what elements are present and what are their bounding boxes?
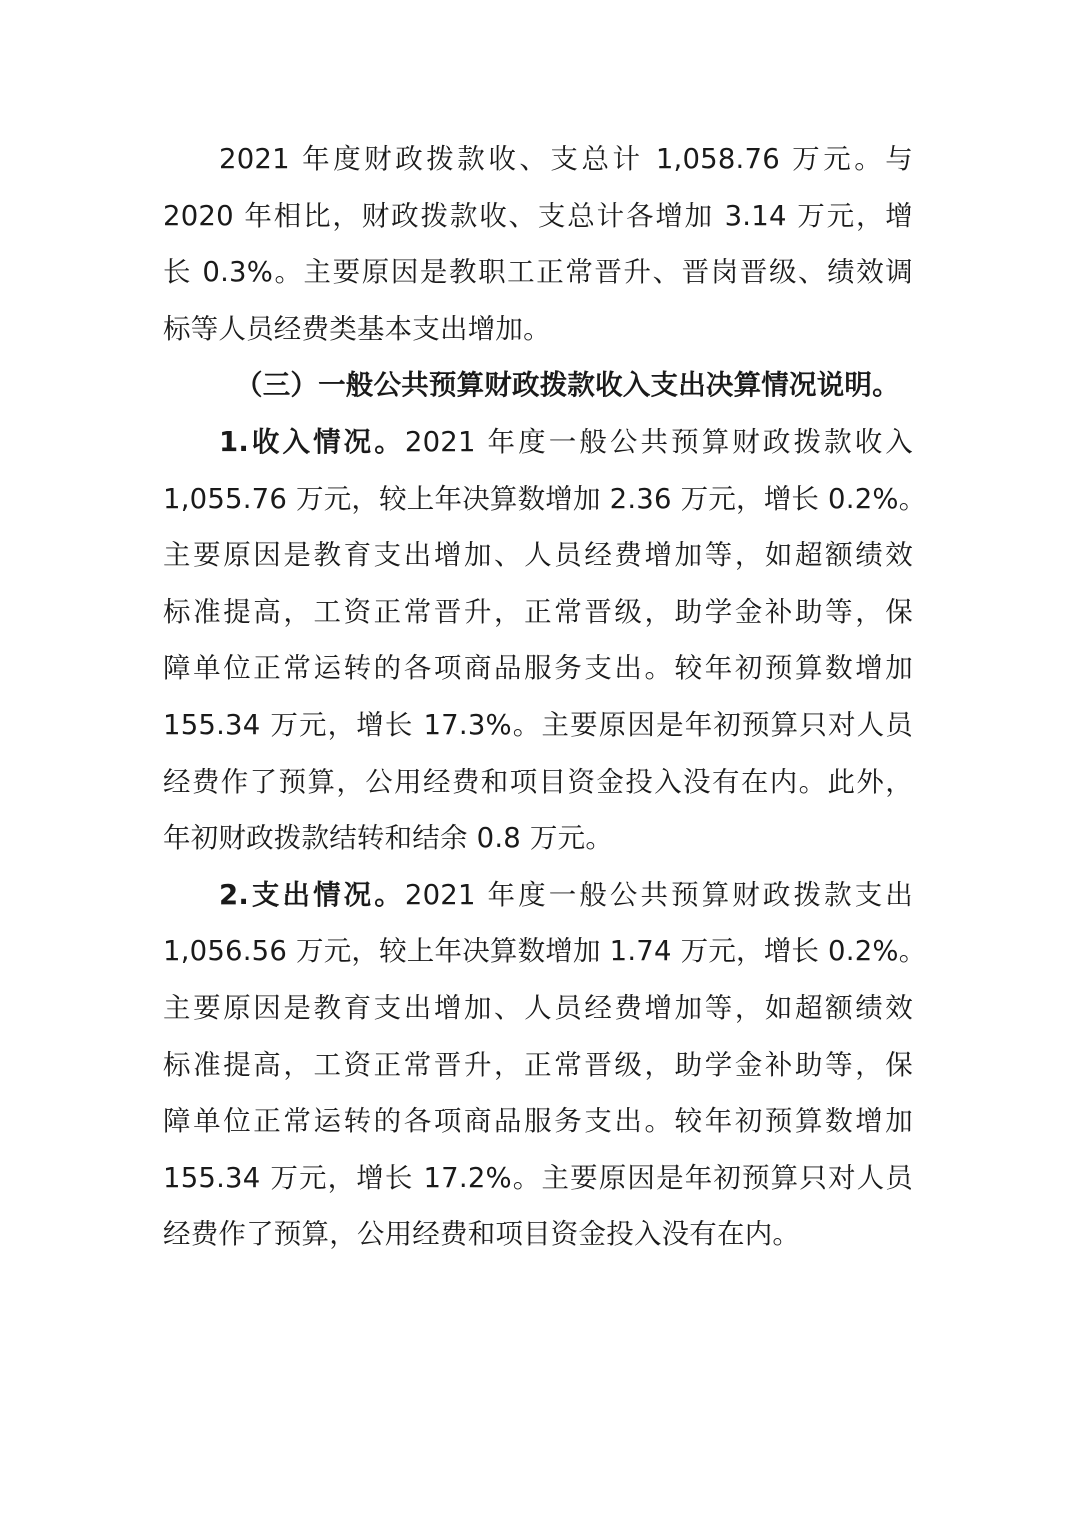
paragraph-line: 经费作了预算，公用经费和项目资金投入没有在内。 <box>163 1218 801 1251</box>
paragraph-line: 主要原因是教育支出增加、人员经费增加等，如超额绩效 <box>163 539 913 572</box>
paragraph-line: 标准提高，工资正常晋升，正常晋级，助学金补助等，保 <box>163 595 913 628</box>
paragraph-line <box>163 867 913 924</box>
expense-lead: 2021 年度一般公共预算财政拨款支出 <box>404 878 914 911</box>
income-lead: 2021 年度一般公共预算财政拨款收入 <box>404 425 914 458</box>
expense-label: 2.支出情况。 <box>219 878 405 911</box>
paragraph-line: 障单位正常运转的各项商品服务支出。较年初预算数增加 <box>163 652 913 685</box>
paragraph-line: 2021 年度财政拨款收、支总计 1,058.76 万元。与 <box>219 143 913 175</box>
paragraph-line: 标等人员经费类基本支出增加。 <box>163 312 551 345</box>
paragraph-line: 155.34 万元，增长 17.2%。主要原因是年初预算只对人员 <box>163 1161 913 1194</box>
paragraph-line: 主要原因是教育支出增加、人员经费增加等，如超额绩效 <box>163 991 913 1024</box>
paragraph-line: 障单位正常运转的各项商品服务支出。较年初预算数增加 <box>163 1105 913 1138</box>
body-text <box>163 131 927 1263</box>
paragraph-line: 1,055.76 万元，较上年决算数增加 2.36 万元，增长 0.2%。 <box>163 482 927 515</box>
paragraph-line: 经费作了预算，公用经费和项目资金投入没有在内。此外， <box>163 765 913 798</box>
paragraph-line <box>163 414 913 471</box>
paragraph-line: 2020 年相比，财政拨款收、支总计各增加 3.14 万元，增 <box>163 199 913 232</box>
paragraph-line: 标准提高，工资正常晋升，正常晋级，助学金补助等，保 <box>163 1048 913 1081</box>
paragraph-line: 长 0.3%。主要原因是教职工正常晋升、晋岗晋级、绩效调 <box>163 256 913 289</box>
income-label: 1.收入情况。 <box>219 425 405 458</box>
paragraph-line: 年初财政拨款结转和结余 0.8 万元。 <box>163 822 614 855</box>
paragraph-line: 155.34 万元，增长 17.3%。主要原因是年初预算只对人员 <box>163 708 913 741</box>
paragraph-line: 1,056.56 万元，较上年决算数增加 1.74 万元，增长 0.2%。 <box>163 935 927 968</box>
section-heading: （三）一般公共预算财政拨款收入支出决算情况说明。 <box>235 369 900 402</box>
